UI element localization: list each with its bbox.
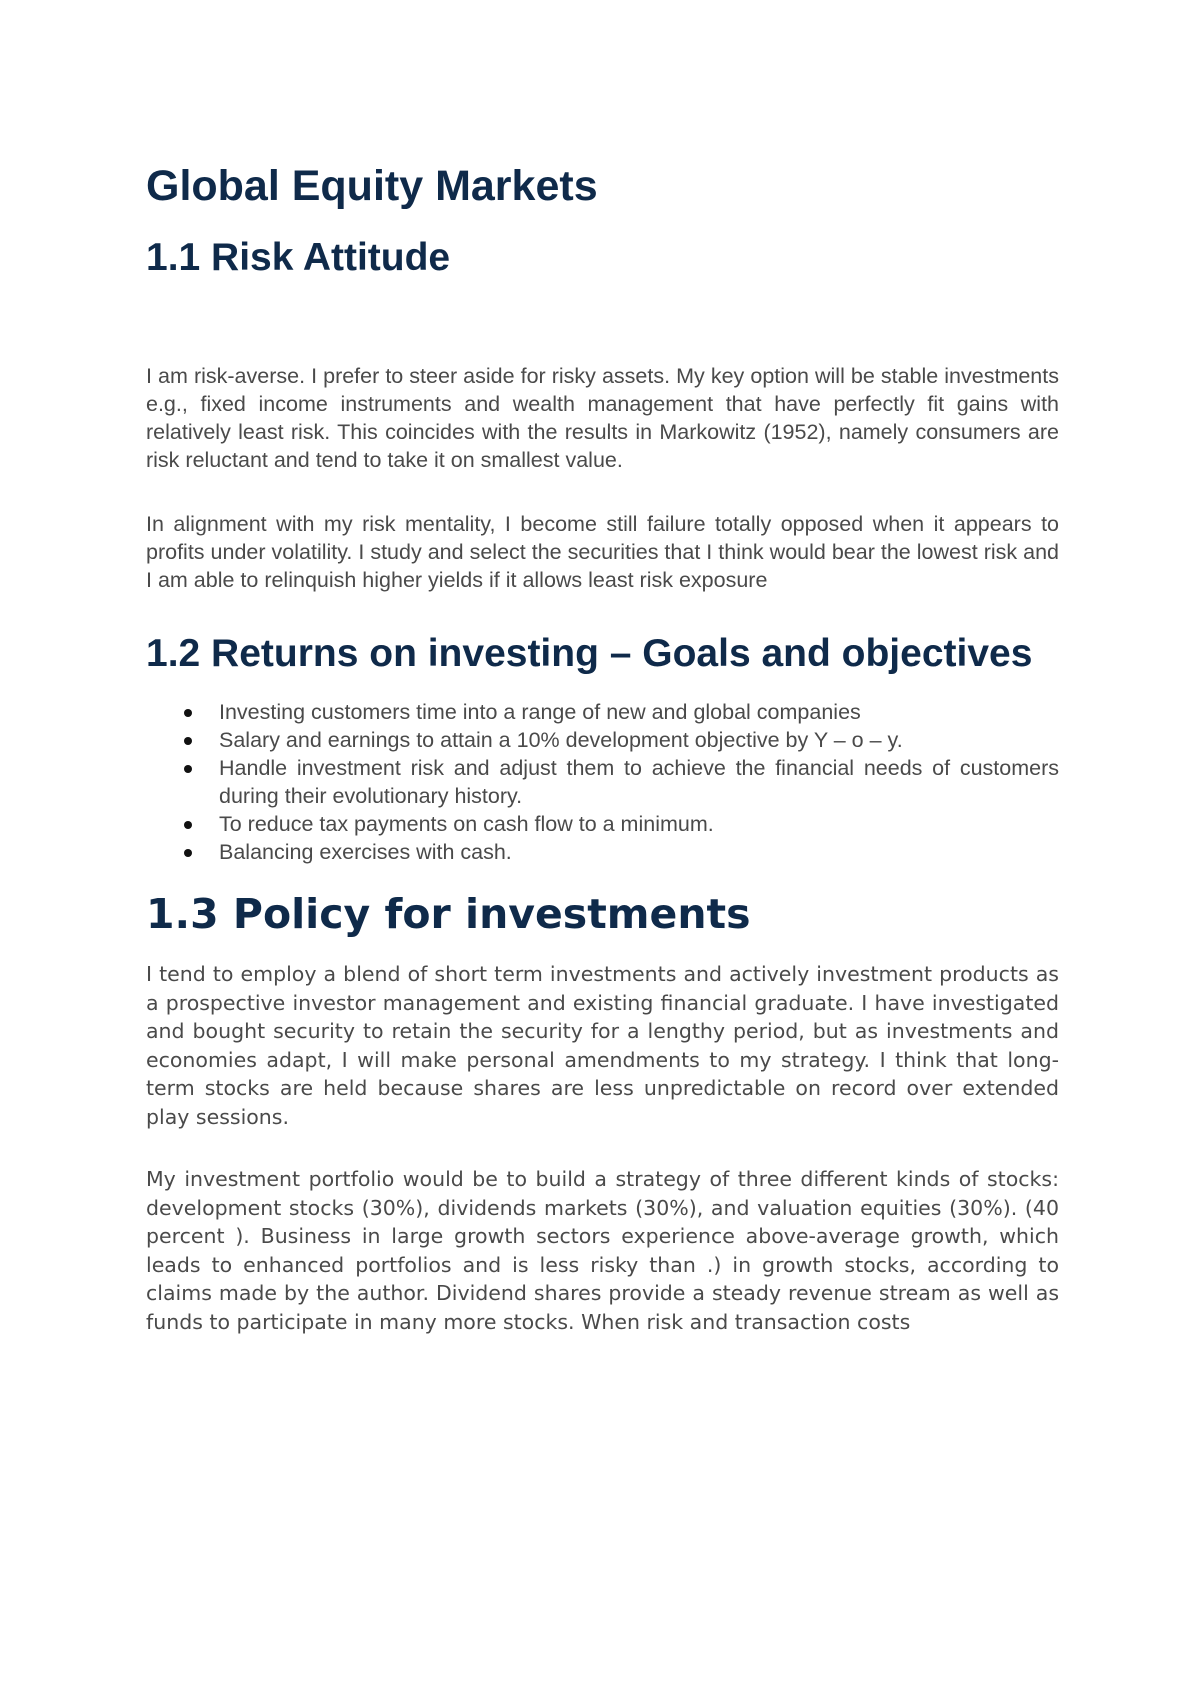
paragraph-risk-mentality: In alignment with my risk mentality, I become still failure totally opposed when it appears to profits under volatility. I study and select the securities that I think would bear the lowest risk and I am able to relinquish higher yields if it allows least risk exposure [146,512,1059,592]
bullet-icon [184,849,192,857]
section-heading-investment-policy: 1.3 Policy for investments [146,890,751,938]
section-heading-returns-goals: 1.2 Returns on investing – Goals and objectives [146,632,1033,675]
bullet-icon [184,709,192,717]
list-item-text: Handle investment risk and adjust them to achieve the financial needs of customers during their evolutionary history. [219,756,1059,808]
paragraph-investment-blend: I tend to employ a blend of short term investments and actively investment products as a prospective investor management and existing financial graduate. I have investigated and bought security to retain the security for a lengthy period, but as investments and economies adapt, I will make personal amendments to my strategy. I think that long-term stocks are held because shares are less unpredictable on record over extended play sessions. [146,962,1059,1129]
document-body [146,160,1059,1336]
list-item-text: Investing customers time into a range of new and global companies [219,700,861,724]
list-item-text: Salary and earnings to attain a 10% development objective by Y – o – y. [219,728,903,752]
list-item [146,838,1059,866]
list-item [146,698,1059,726]
bullet-icon [184,765,192,773]
list-item [146,726,1059,754]
list-item-text: Balancing exercises with cash. [219,840,512,864]
document-title: Global Equity Markets [146,162,598,210]
list-item-text: To reduce tax payments on cash flow to a minimum. [219,812,714,836]
list-item [146,754,1059,810]
section-heading-risk-attitude: 1.1 Risk Attitude [146,236,451,279]
bullet-icon [184,821,192,829]
paragraph-portfolio-strategy: My investment portfolio would be to build a strategy of three different kinds of stocks: development stocks (30%), dividends markets (30%), and valuation equities (30%). (40 percent ). Business in large growth sectors experience above-average growth, which leads to enhanced portfolios and is less risky than .) in growth stocks, according to claims made by the author. Dividend shares provide a steady revenue stream as well as funds to participate in many more stocks. When risk and transaction costs [146,1167,1059,1334]
paragraph-risk-averse: I am risk-averse. I prefer to steer aside for risky assets. My key option will be stable investments e.g., fixed income instruments and wealth management that have perfectly fit gains with relatively least risk. This coincides with the results in Markowitz (1952), namely consumers are risk reluctant and tend to take it on smallest value. [146,364,1059,472]
goals-bullet-list [146,698,1059,866]
bullet-icon [184,737,192,745]
list-item [146,810,1059,838]
